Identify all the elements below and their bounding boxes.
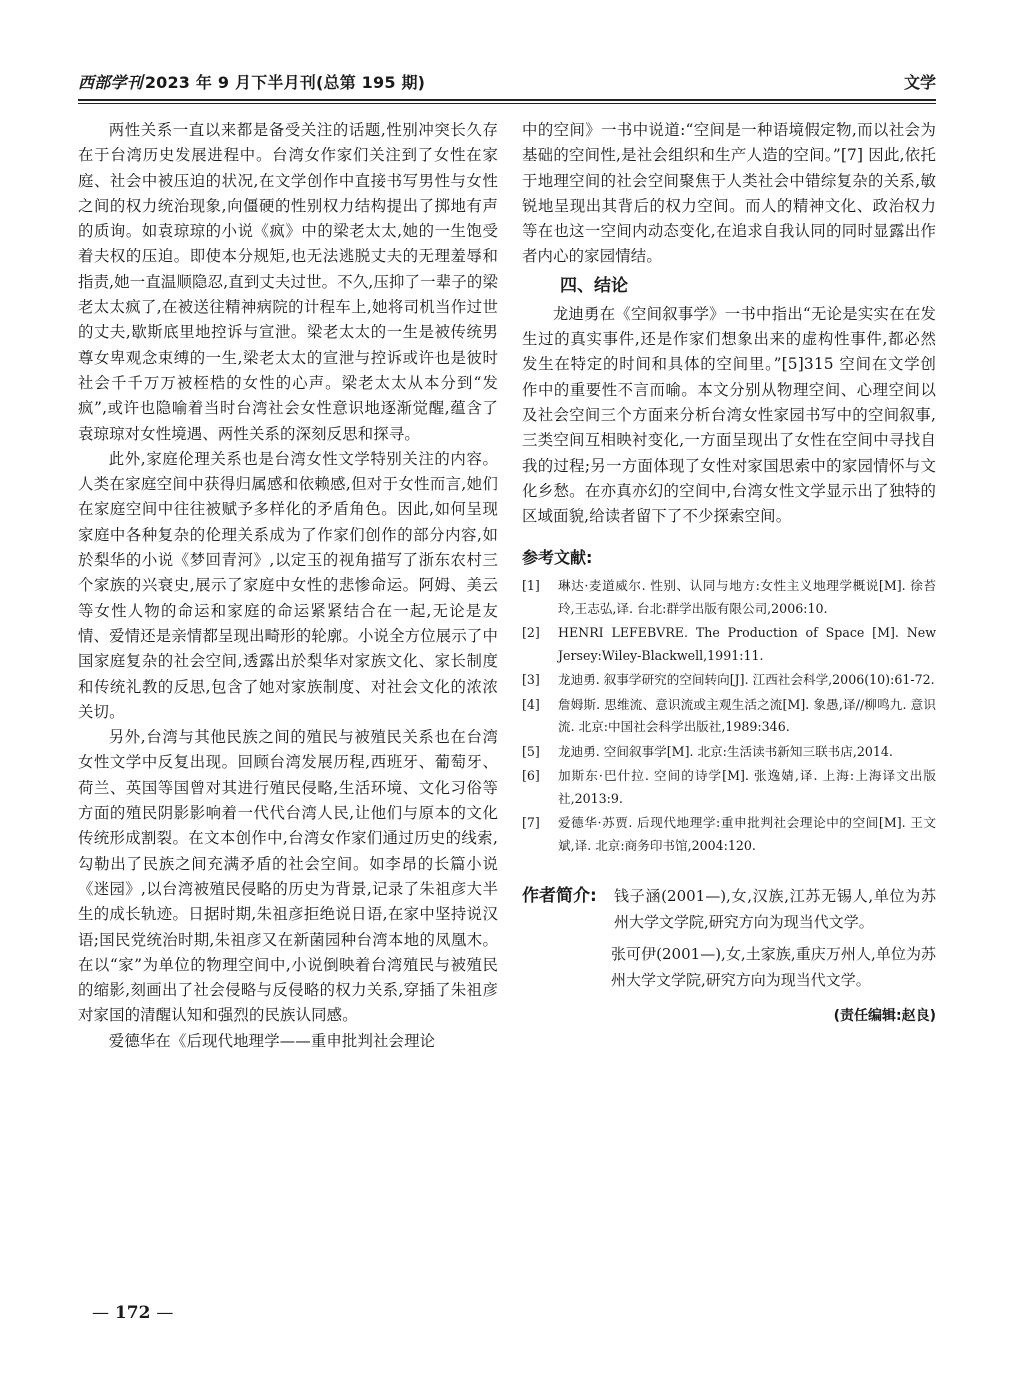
reference-number: [7] (522, 815, 540, 831)
reference-number: [6] (522, 768, 540, 784)
header-rule (78, 99, 936, 101)
footer-dash-left: — (92, 1303, 109, 1323)
reference-item (522, 694, 936, 739)
reference-item (522, 741, 936, 764)
reference-text: 龙迪勇. 叙事学研究的空间转向[J]. 江西社会科学,2006(10):61-72. (558, 672, 935, 688)
references-heading: 参考文献: (522, 548, 593, 568)
reference-text: 龙迪勇. 空间叙事学[M]. 北京:生活读书新知三联书店,2014. (558, 743, 893, 759)
issue-label: 2023 年 9 月下半月刊(总第 195 期) (144, 73, 426, 92)
body-paragraph: 此外,家庭伦理关系也是台湾女性文学特别关注的内容。人类在家庭空间中获得归属感和依赖感,但对于女性而言,她们在家庭空间中往往被赋予多样化的矛盾角色。因此,如何呈现家庭中各种复杂的伦理关系成为了作家们创作的部分内容,如於梨华的小说《梦回青河》,以定玉的视角描写了浙东农村三个家族的兴衰史,展示了家庭中女性的悲惨命运。阿姆、美云等女性人物的命运和家庭的命运紧紧结合在一起,无论是友情、爱情还是亲情都呈现出畸形的轮廓。小说全方位展示了中国家庭复杂的社会空间,透露出於梨华对家族文化、家长制度和传统礼教的反思,包含了她对家族制度、对社会文化的浓浓关切。 (78, 449, 498, 721)
body-paragraph: 两性关系一直以来都是备受关注的话题,性别冲突长久存在于台湾历史发展进程中。台湾女作家们关注到了女性在家庭、社会中被压迫的状况,在文学创作中直接书写男性与女性之间的权力统治现象,向僵硬的性别权力结构提出了掷地有声的质询。如袁琼琼的小说《疯》中的梁老太太,她的一生饱受着夫权的压迫。即使本分规矩,也无法逃脱丈夫的无理羞辱和指责,她一直温顺隐忍,直到丈夫过世。不久,压抑了一辈子的梁老太太疯了,在被送往精神病院的计程车上,她将司机当作过世的丈夫,歇斯底里地控诉与宣泄。梁老太太的一生是被传统男尊女卑观念束缚的一生,梁老太太的宣泄与控诉或许也是彼时社会千千万万被桎梏的女性的心声。梁老太太从本分到“发疯”,或许也隐喻着当时台湾社会女性意识地逐渐觉醒,蕴含了袁琼琼对女性境遇、两性关系的深刻反思和探寻。 (78, 121, 498, 443)
left-column (78, 118, 498, 1054)
body-paragraph: 爱德华在《后现代地理学——重申批判社会理论 (108, 1031, 436, 1050)
body-paragraph-continued: 中的空间》一书中说道:“空间是一种语境假定物,而以社会为基础的空间性,是社会组织和生产人造的空间。”[7] 因此,依托于地理空间的社会空间聚焦于人类社会中错综复杂的关系,敏锐地呈现出其背后的权力空间。而人的精神文化、政治权力等在也这一空间内动态变化,在追求自我认同的同时显露出作者内心的家园情结。 (522, 121, 936, 266)
reference-item (522, 575, 936, 620)
body-paragraph: 另外,台湾与其他民族之间的殖民与被殖民关系也在台湾女性文学中反复出现。回顾台湾发展历程,西班牙、葡萄牙、荷兰、英国等国曾对其进行殖民侵略,生活环境、文化习俗等方面的殖民阴影影响着一代代台湾人民,让他们与原本的文化传统形成割裂。在文本创作中,台湾女作家们通过历史的线索,勾勒出了民族之间充满矛盾的社会空间。如李昂的长篇小说《迷园》,以台湾被殖民侵略的历史为背景,记录了朱祖彦大半生的成长轨迹。日据时期,朱祖彦拒绝说日语,在家中坚持说汉语;国民党统治时期,朱祖彦又在新菌园种台湾本地的凤凰木。在以“家”为单位的物理空间中,小说倒映着台湾殖民与被殖民的缩影,刻画出了社会侵略与反侵略的权力关系,穿插了朱祖彦对家国的清醒认知和强烈的民族认同感。 (78, 728, 498, 1025)
journal-logo: 西部学刊 (78, 73, 143, 92)
reference-item (522, 669, 936, 692)
footer-dash-right: — (156, 1303, 174, 1323)
reference-item (522, 765, 936, 810)
reference-item (522, 812, 936, 857)
reference-text: 爱德华·苏贾. 后现代地理学:重申批判社会理论中的空间[M]. 王文斌,译. 北京:商务印书馆,2004:120. (558, 815, 936, 853)
reference-text: HENRI LEFEBVRE. The Production of Space [M]. New Jersey:Wiley-Blackwell,1991:11. (558, 625, 936, 663)
reference-number: [5] (522, 743, 540, 759)
header-issue-info (78, 70, 425, 93)
section-label: 文学 (903, 73, 936, 92)
reference-number: [4] (522, 696, 540, 712)
page-footer (92, 1303, 173, 1323)
conclusion-paragraph: 龙迪勇在《空间叙事学》一书中指出“无论是实实在在发生过的真实事件,还是作家们想象出来的虚构性事件,都必然发生在特定的时间和具体的空间里。”[5]315 空间在文学创作中的重要性不言而喻。本文分别从物理空间、心理空间以及社会空间三个方面来分析台湾女性家园书写中的空间叙事,三类空间互相映衬变化,一方面呈现出了女性在空间中寻找自我的过程;另一方面体现了女性对家国思索中的家园情怀与文化乡愁。在亦真亦幻的空间中,台湾女性文学显示出了独特的区域面貌,给读者留下了不少探索空间。 (522, 304, 936, 526)
reference-list (522, 575, 936, 857)
author-bio (522, 883, 936, 993)
responsible-editor: (责任编辑:赵良) (833, 1008, 936, 1025)
page-header (78, 70, 936, 96)
reference-number: [3] (522, 672, 540, 688)
reference-item (522, 622, 936, 667)
reference-text: 琳达·麦道威尔. 性别、认同与地方:女性主义地理学概说[M]. 徐苔玲,王志弘,译. 台北:群学出版有限公司,2006:10. (558, 578, 936, 616)
page-number: 172 (114, 1303, 151, 1323)
reference-number: [2] (522, 625, 540, 641)
reference-number: [1] (522, 578, 540, 594)
header-rule-thin (78, 103, 936, 104)
reference-text: 加斯东·巴什拉. 空间的诗学[M]. 张逸婧,译. 上海:上海译文出版社,2013:9. (558, 768, 936, 806)
reference-text: 詹姆斯. 思维流、意识流或主观生活之流[M]. 象愚,译//柳鸣九. 意识流. 北京:中国社会科学出版社,1989:346. (558, 696, 936, 735)
author-entry: 钱子涵(2001—),女,汉族,江苏无锡人,单位为苏州大学文学院,研究方向为现当代文学。 (614, 887, 936, 932)
author-bio-label: 作者简介: (522, 886, 597, 907)
section-heading-conclusion: 四、结论 (560, 275, 628, 296)
right-column (522, 118, 936, 1025)
author-entry: 张可伊(2001—),女,土家族,重庆万州人,单位为苏州大学文学院,研究方向为现当代文学。 (611, 945, 936, 990)
